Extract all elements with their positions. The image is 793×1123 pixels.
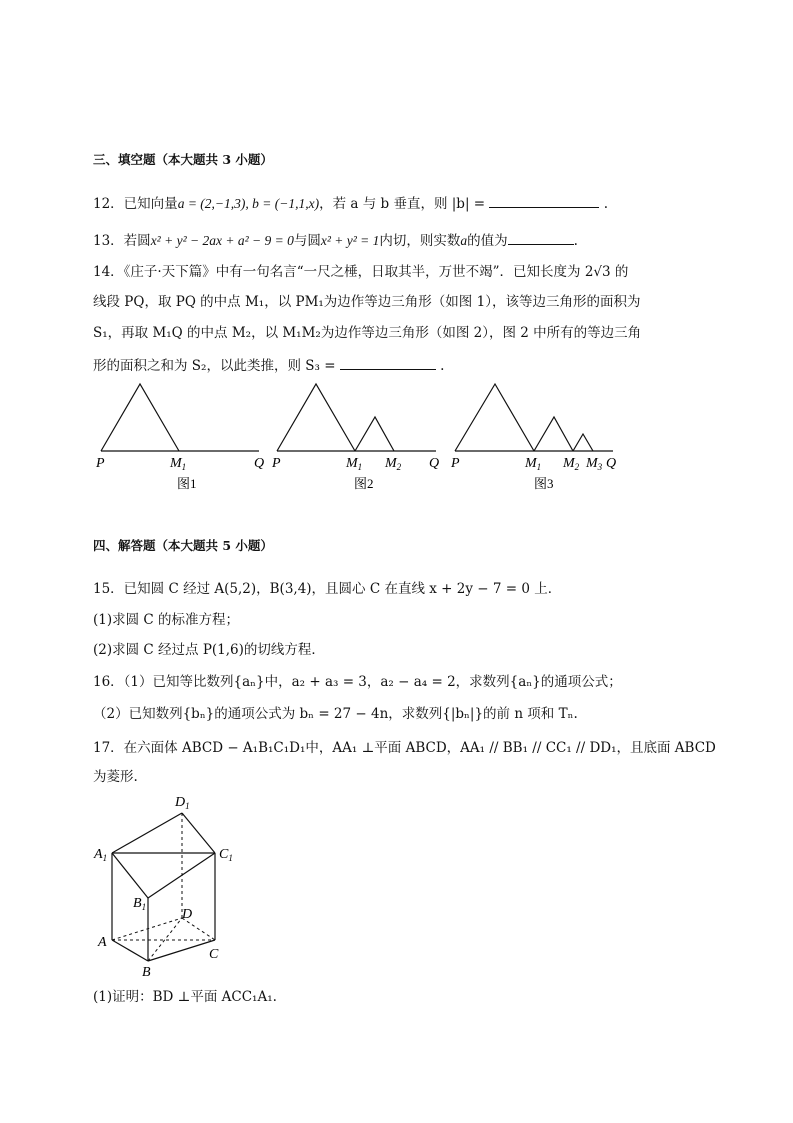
- fig1-label-p: P: [96, 456, 105, 471]
- fig1-caption: 图1: [177, 476, 197, 491]
- q13-tail: .: [573, 233, 578, 249]
- fig2-label-q: Q: [429, 456, 440, 471]
- fig2-label-p: P: [272, 456, 281, 471]
- fig3-label-m2: $M_2$: [563, 456, 580, 472]
- q17-part-1: (1)证明：BD ⊥平面 ACC₁A₁.: [93, 989, 277, 1005]
- q15-line-1: 15．已知圆 C 经过 A(5,2)，B(3,4)，且圆心 C 在直线 x + 2y − 7 = 0 上．: [93, 581, 562, 597]
- fig1-label-m1: $M_1$: [170, 456, 187, 472]
- fig2-caption: 图2: [354, 476, 374, 491]
- fig3-label-m3: $M_3$: [586, 456, 603, 472]
- q12-text-a: 12．已知向量: [93, 196, 178, 212]
- q16-part-2: （2）已知数列{bₙ}的通项公式为 bₙ = 27 − 4n，求数列{|bₙ|}的前 n 项和 Tₙ.: [93, 706, 578, 722]
- q13-math-a: x² + y² − 2ax + a² − 9 = 0: [150, 233, 294, 248]
- edge-a1-d1: [112, 813, 182, 853]
- vertex-label-b: B: [142, 965, 151, 980]
- vertex-label-d1: $D_1$: [175, 795, 190, 811]
- q16-part-1: 16．（1）已知等比数列{aₙ}中，a₂ + a₃ = 3，a₂ − a₄ = 2，求数列{aₙ}的通项公式；: [93, 674, 622, 690]
- q15-part-1: (1)求圆 C 的标准方程；: [93, 612, 240, 628]
- vertex-label-c1: $C_1$: [219, 847, 233, 863]
- q13-text-a: 13．若圆: [93, 233, 151, 249]
- q13-text-c: 内切，则实数: [379, 233, 461, 249]
- edge-d1-c1: [182, 813, 215, 853]
- q12-tail: .: [603, 196, 608, 212]
- edge-a1-b1: [112, 853, 148, 898]
- q14-line-1: 14．《庄子·天下篇》中有一句名言“一尺之棰，日取其半，万世不竭”．已知长度为 2√3 的: [93, 264, 629, 280]
- q14-line-4a: 形的面积之和为 S₂，以此类推，则 S₃ =: [93, 358, 336, 374]
- section-heading-solutions: 四、解答题（本大题共 5 小题）: [93, 538, 273, 553]
- q13-math-c: a: [460, 233, 468, 248]
- fig3-label-p: P: [451, 456, 460, 471]
- q17-line-1: 17．在六面体 ABCD − A₁B₁C₁D₁中，AA₁ ⊥平面 ABCD，AA₁ // BB₁ // CC₁ // DD₁，且底面 ABCD: [93, 740, 716, 756]
- q15-part-2: (2)求圆 C 经过点 P(1,6)的切线方程．: [93, 642, 325, 658]
- vertex-label-a1: $A_1$: [94, 847, 108, 863]
- fig2-label-m2: $M_2$: [385, 456, 402, 472]
- fig3-label-q: Q: [606, 456, 617, 471]
- q12-text-b: ，若 a 与 b 垂直，则 |b| =: [319, 196, 486, 212]
- q14-line-4b: .: [440, 358, 445, 374]
- fig3-caption: 图3: [534, 476, 554, 491]
- q14-line-3: S₁，再取 M₁Q 的中点 M₂，以 M₁M₂为边作等边三角形（如图 2），图 2 中所有的等边三角: [93, 325, 642, 341]
- vertex-label-c: C: [209, 947, 219, 962]
- hidden-edge-a-d: [112, 918, 182, 940]
- vertex-label-d: D: [182, 907, 193, 922]
- q13-math-b: x² + y² = 1: [320, 233, 380, 248]
- vertex-label-a: A: [98, 935, 107, 950]
- q17-line-2: 为菱形.: [93, 769, 138, 785]
- edge-b-c: [148, 940, 215, 961]
- hidden-diagonal-bd: [148, 918, 182, 961]
- fig2-label-m1: $M_1$: [346, 456, 363, 472]
- vertex-label-b1: $B_1$: [133, 896, 147, 912]
- q13-text-d: 的值为: [467, 233, 508, 249]
- q14-line-2: 线段 PQ，取 PQ 的中点 M₁，以 PM₁为边作等边三角形（如图 1），该等边三角形的面积为: [93, 294, 641, 310]
- section-heading-fill-in: 三、填空题（本大题共 3 小题）: [93, 152, 273, 167]
- fig3-label-m1: $M_1$: [525, 456, 542, 472]
- q13-text-b: 与圆: [293, 233, 321, 249]
- edge-a-b: [112, 940, 148, 961]
- fig1-label-q: Q: [254, 456, 265, 471]
- q12-math: a = (2,−1,3), b = (−1,1,x): [177, 196, 320, 211]
